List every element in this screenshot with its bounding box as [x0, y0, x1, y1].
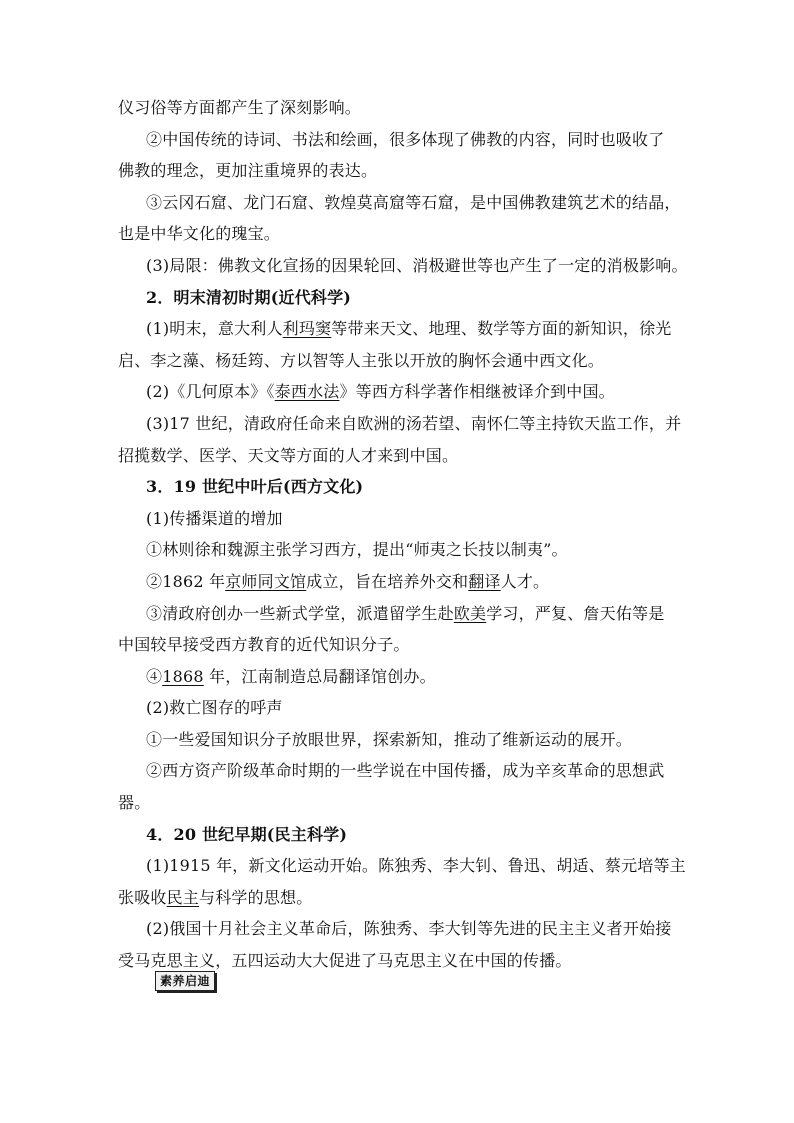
text-line: 受马克思主义，五四运动大大促进了马克思主义在中国的传播。 [118, 951, 572, 971]
text-span: ②1862 年 [146, 571, 226, 591]
section-badge: 素养启迪 [155, 971, 215, 991]
text-line: ③云冈石窟、龙门石窟、敦煌莫高窟等石窟，是中国佛教建筑艺术的结晶， [146, 192, 681, 212]
text-line: (1)1915 年，新文化运动开始。陈独秀、李大钊、鲁迅、胡适、蔡元培等主 [146, 856, 686, 876]
underlined-keyword: 民主 [166, 887, 200, 907]
text-line: (3)局限：佛教文化宣扬的因果轮回、消极避世等也产生了一定的消极影响。 [146, 255, 688, 275]
document-body [118, 92, 688, 977]
underlined-keyword: 翻译 [468, 571, 501, 591]
text-line: (2)俄国十月社会主义革命后，陈独秀、李大钊等先进的民主主义者开始接 [146, 919, 672, 939]
text-line [118, 598, 678, 630]
text-line: ②中国传统的诗词、书法和绘画，很多体现了佛教的内容，同时也吸收了 [146, 129, 665, 149]
text-line: 佛教的理念，更加注重境界的表达。 [118, 161, 378, 181]
text-line: 器。 [118, 793, 151, 813]
text-line [118, 376, 678, 408]
section-heading: 3．19 世纪中叶后(西方文化) [146, 477, 364, 497]
text-span: 张吸收 [118, 887, 167, 907]
text-span: 等带来天文、地理、数学等方面的新知识，徐光 [331, 319, 672, 339]
text-line: (1)传播渠道的增加 [146, 508, 283, 528]
text-span: 》等西方科学著作相继被译介到中国。 [339, 382, 615, 402]
text-span: 人才。 [500, 571, 550, 591]
text-line: 启、李之藻、杨廷筠、方以智等人主张以开放的胸怀会通中西文化。 [118, 350, 605, 370]
text-line: (2)救亡图存的呼声 [146, 698, 283, 718]
section-heading: 2．明末清初时期(近代科学) [146, 287, 352, 307]
text-span: 与科学的思想。 [199, 887, 313, 907]
text-span: 学习，严复、詹天佑等是 [486, 603, 665, 623]
text-line [118, 882, 678, 914]
underlined-keyword: 京师同文馆 [225, 571, 307, 591]
text-line [118, 661, 678, 693]
text-line: 仪习俗等方面都产生了深刻影响。 [118, 98, 362, 117]
text-line: 招揽数学、医学、天文等方面的人才来到中国。 [118, 445, 459, 465]
text-span: ④ [146, 666, 163, 686]
text-line: 中国较早接受西方教育的近代知识分子。 [118, 635, 410, 655]
text-line [118, 313, 678, 345]
underlined-keyword: 利玛窦 [282, 319, 332, 339]
text-span: (1)明末，意大利人 [146, 319, 283, 339]
underlined-keyword: 1868 [162, 666, 204, 686]
underlined-keyword: 泰西水法 [274, 382, 340, 402]
text-line: 也是中华文化的瑰宝。 [118, 224, 281, 244]
text-line: ②西方资产阶级革命时期的一些学说在中国传播，成为辛亥革命的思想武 [146, 761, 665, 781]
text-span: 成立，旨在培养外交和 [306, 571, 469, 591]
text-line: ①林则徐和魏源主张学习西方，提出“师夷之长技以制夷”。 [146, 540, 568, 560]
text-span: ③清政府创办一些新式学堂，派遣留学生赴 [146, 603, 454, 623]
text-line: (3)17 世纪，清政府任命来自欧洲的汤若望、南怀仁等主持钦天监工作，并 [146, 413, 682, 433]
section-badge-container [155, 970, 215, 991]
text-span: 年，江南制造总局翻译馆创办。 [203, 666, 436, 686]
section-heading: 4．20 世纪早期(民主科学) [146, 824, 348, 844]
text-line [118, 566, 678, 598]
underlined-keyword: 欧美 [453, 603, 487, 623]
text-span: (2)《几何原本》《 [146, 382, 275, 402]
text-line: ①一些爱国知识分子放眼世界，探索新知，推动了维新运动的展开。 [146, 729, 633, 749]
